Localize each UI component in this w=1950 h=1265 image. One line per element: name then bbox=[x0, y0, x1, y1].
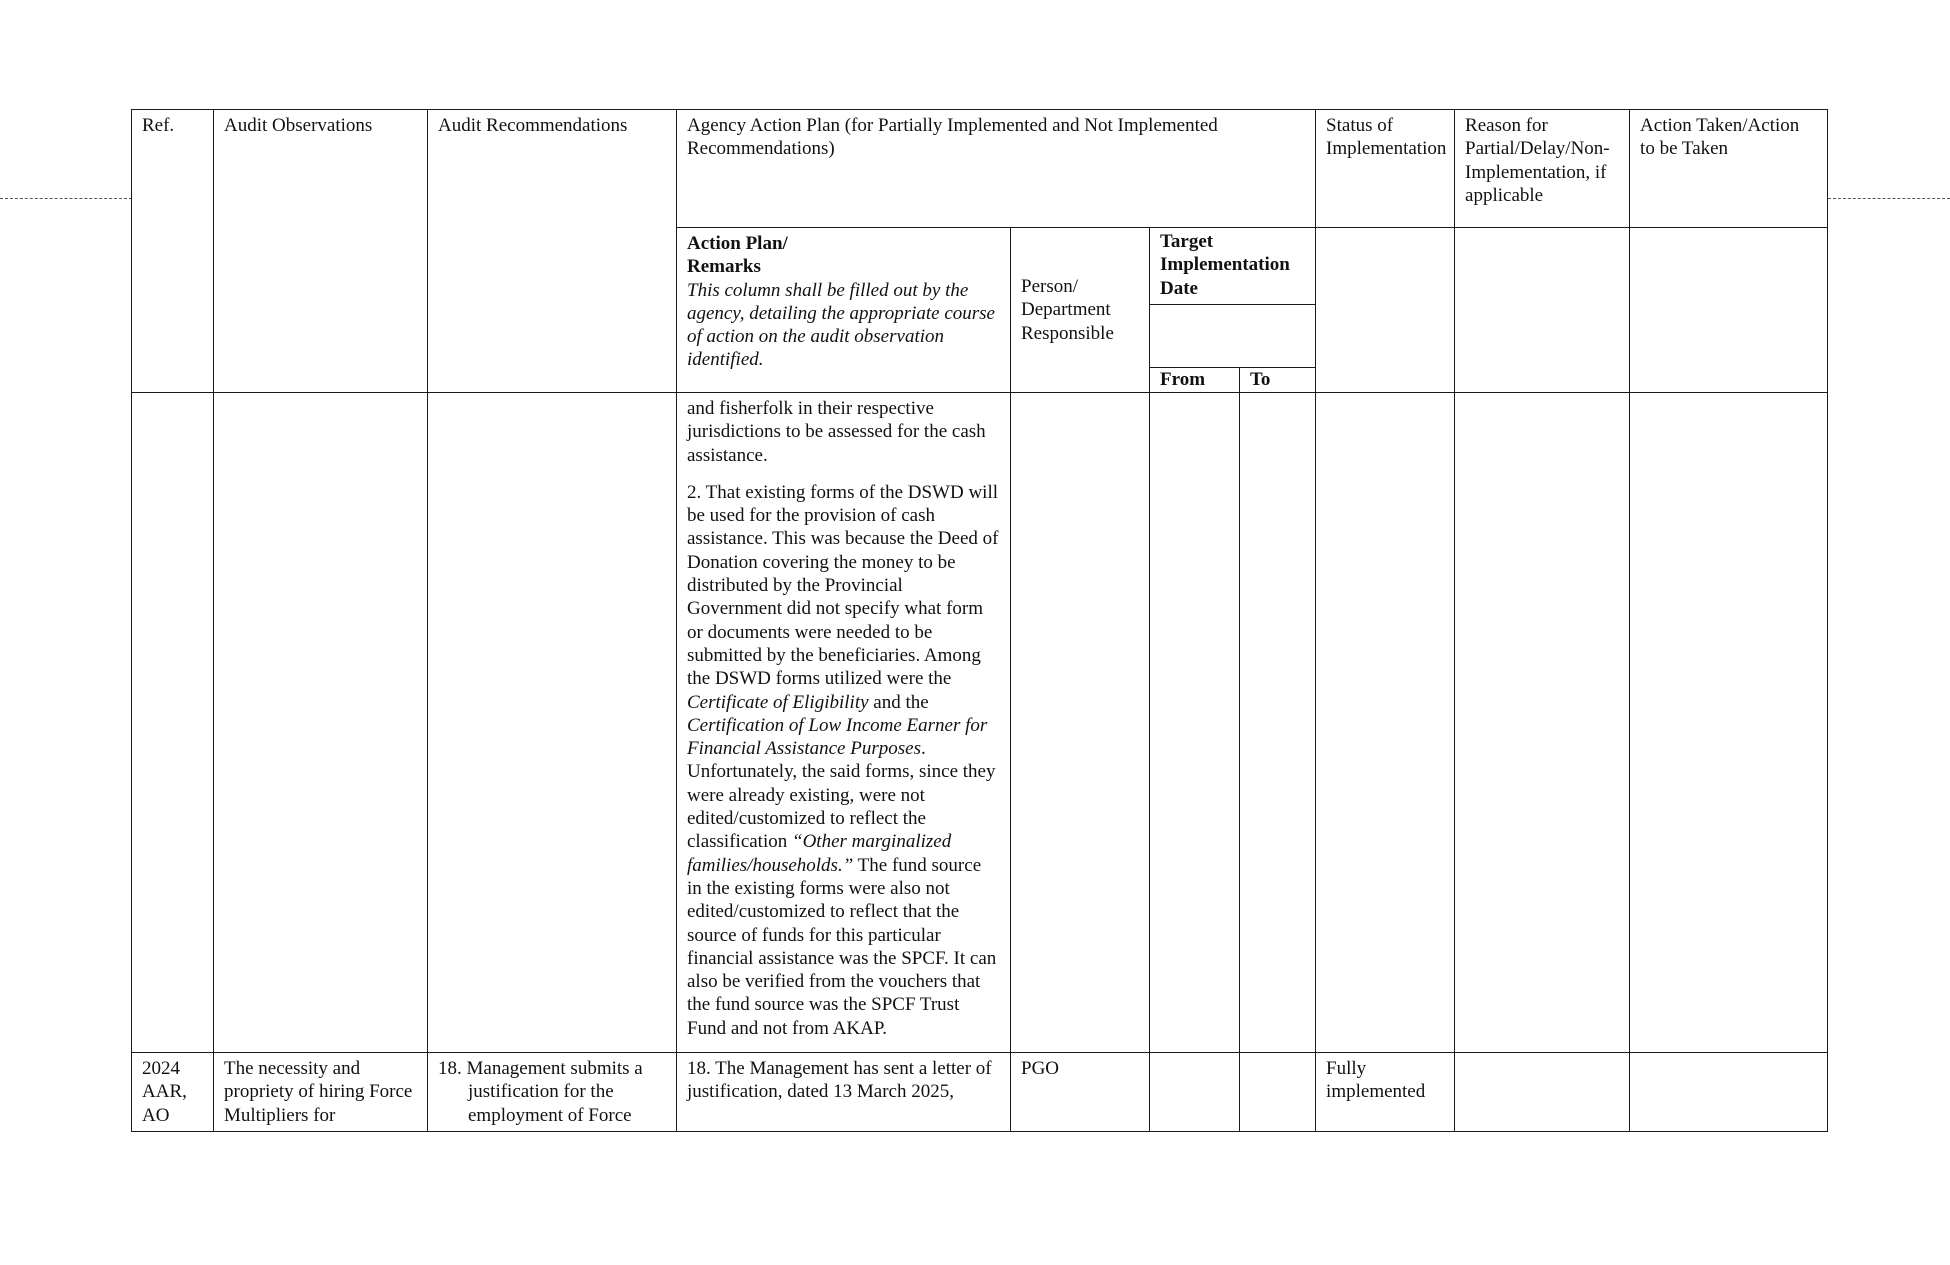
cell-to bbox=[1240, 393, 1316, 1053]
audit-action-plan-table bbox=[131, 109, 1828, 1132]
cell-status: Fully implemented bbox=[1316, 1053, 1455, 1132]
header-audit-observations: Audit Observations bbox=[214, 110, 428, 393]
header-action-taken: Action Taken/Action to be Taken bbox=[1630, 110, 1828, 228]
table-row bbox=[132, 1053, 1828, 1132]
target-date-blank bbox=[1150, 305, 1315, 367]
cell-ref bbox=[132, 393, 214, 1053]
action-plan-title: Action Plan/ bbox=[687, 233, 788, 254]
cell-action-taken bbox=[1630, 1053, 1828, 1132]
cell-from bbox=[1150, 1053, 1240, 1132]
cell-ref: 2024 AAR, AO bbox=[132, 1053, 214, 1132]
cell-action-plan bbox=[677, 393, 1011, 1053]
header-agency-action-plan: Agency Action Plan (for Partially Implemented and Not Implemented Recommendations) bbox=[677, 110, 1316, 228]
header-reason-blank bbox=[1455, 228, 1630, 393]
recommendation-text: 18. Management submits a justification for the employment of Force bbox=[438, 1058, 643, 1126]
cell-person bbox=[1011, 393, 1150, 1053]
cell-observation bbox=[214, 393, 428, 1053]
cell-reason bbox=[1455, 1053, 1630, 1132]
header-row-1 bbox=[132, 110, 1828, 228]
header-from: From bbox=[1150, 368, 1240, 392]
header-to: To bbox=[1250, 369, 1271, 390]
header-reason: Reason for Partial/Delay/Non-Implementation, if applicable bbox=[1455, 110, 1630, 228]
action-plan-paragraph-2: 2. That existing forms of the DSWD will be used for the provision of cash assistance. This was because the Deed of Donation covering the money to be distributed by the Provincial Government did not specify what form or documents were needed to be submitted by the beneficiaries. Among the DSWD forms utilized were the Certificate of Eligibility and the Certification of Low Income Earner for Financial Assistance Purposes. Unfortunately, the said forms, since they were already existing, were not edited/customized to reflect the classification “Other marginalized families/households.” The fund source in the existing forms were also not edited/customized to reflect that the source of funds for this particular financial assistance was the SPCF. It can also be verified from the vouchers that the fund source was the SPCF Trust Fund and not from AKAP. bbox=[687, 481, 999, 1039]
header-status: Status of Implementation bbox=[1316, 110, 1455, 228]
form-certificate-of-eligibility: Certificate of Eligibility bbox=[687, 691, 869, 713]
cell-action-plan: 18. The Management has sent a letter of justification, dated 13 March 2025, bbox=[677, 1053, 1011, 1132]
header-person-responsible: Person/ Department Responsible bbox=[1011, 228, 1150, 393]
cell-observation: The necessity and propriety of hiring Force Multipliers for bbox=[214, 1053, 428, 1132]
cell-status bbox=[1316, 393, 1455, 1053]
form-certification-low-income: Certification of Low Income Earner for Financial Assistance Purposes bbox=[687, 714, 988, 760]
header-status-blank bbox=[1316, 228, 1455, 393]
action-plan-paragraph-1: and fisherfolk in their respective jurisdictions to be assessed for the cash assistance. bbox=[687, 398, 986, 466]
cell-person: PGO bbox=[1011, 1053, 1150, 1132]
target-date-subheaders bbox=[1150, 367, 1315, 392]
cell-recommendation bbox=[428, 1053, 677, 1132]
action-plan-note: This column shall be filled out by the agency, detailing the appropriate course of action on the audit observation identified. bbox=[687, 279, 995, 371]
dashed-guide-right bbox=[1828, 198, 1950, 199]
header-action-taken-blank bbox=[1630, 228, 1828, 393]
header-action-plan bbox=[677, 228, 1011, 393]
cell-reason bbox=[1455, 393, 1630, 1053]
table-row bbox=[132, 393, 1828, 1053]
header-ref: Ref. bbox=[132, 110, 214, 393]
cell-recommendation bbox=[428, 393, 677, 1053]
header-target-date bbox=[1150, 228, 1316, 393]
header-audit-recommendations: Audit Recommendations bbox=[428, 110, 677, 393]
action-plan-subtitle: Remarks bbox=[687, 256, 761, 278]
cell-from bbox=[1150, 393, 1240, 1053]
cell-to bbox=[1240, 1053, 1316, 1132]
dashed-guide-left bbox=[0, 198, 132, 199]
classification-text: “Other marginalized families/households.” bbox=[687, 831, 952, 876]
cell-action-taken bbox=[1630, 393, 1828, 1053]
target-date-label: Target Implementation Date bbox=[1150, 228, 1315, 305]
